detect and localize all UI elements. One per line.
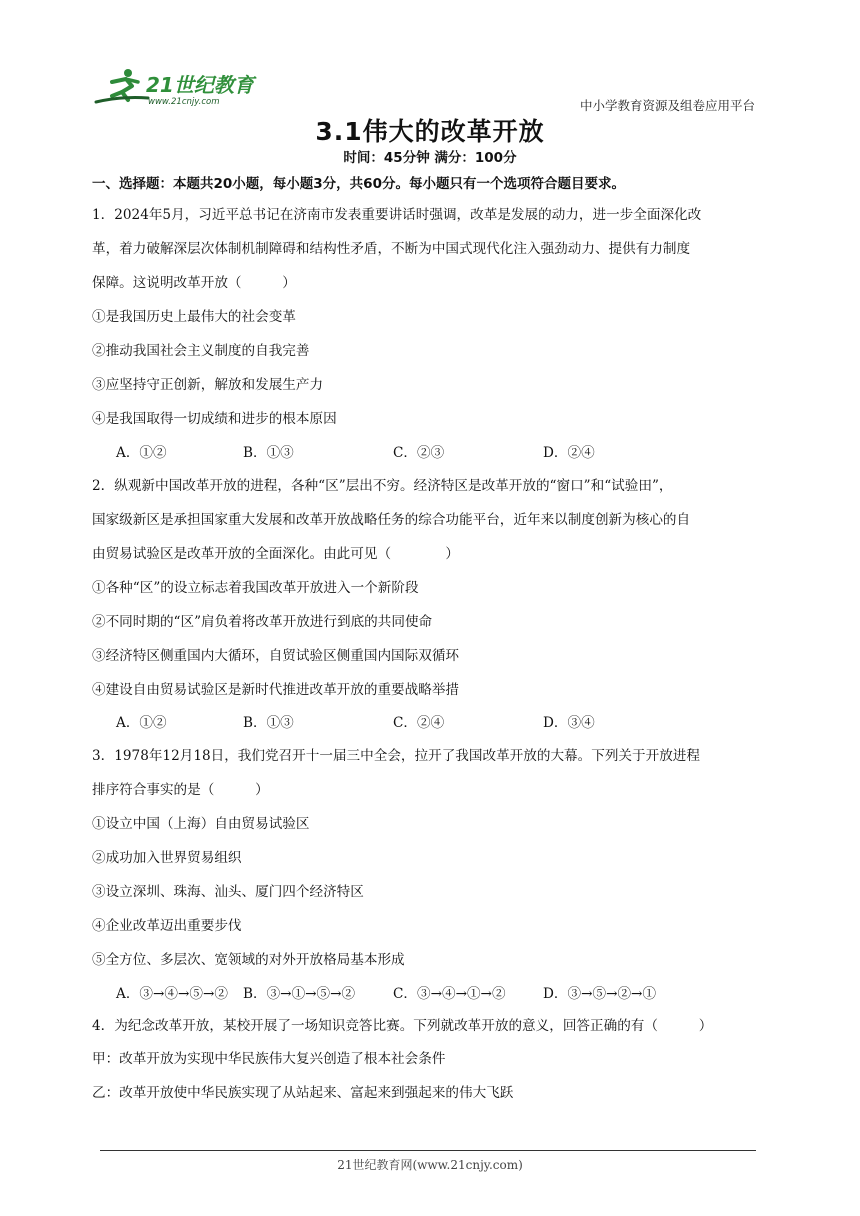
q2-item: ④建设自由贸易试验区是新时代推进改革开放的重要战略举措 — [92, 682, 460, 698]
q3-option-c[interactable]: C．③→④→①→② — [393, 986, 506, 1002]
svg-text:www.21cnjy.com: www.21cnjy.com — [148, 97, 220, 107]
q1-item: ②推动我国社会主义制度的自我完善 — [92, 343, 310, 359]
section-heading: 一、选择题：本题共20小题，每小题3分，共60分。每小题只有一个选项符合题目要求。 — [92, 176, 625, 192]
q1-option-b[interactable]: B．①③ — [243, 445, 294, 461]
runner-logo-icon — [92, 66, 262, 110]
q1-option-a[interactable]: A．①② — [116, 445, 167, 461]
q2-option-a[interactable]: A．①② — [116, 715, 167, 731]
q2-item: ②不同时期的“区”肩负着将改革开放进行到底的共同使命 — [92, 614, 433, 630]
q1-item: ①是我国历史上最伟大的社会变革 — [92, 309, 296, 325]
q1-item: ④是我国取得一切成绩和进步的根本原因 — [92, 411, 337, 427]
q3-item: ④企业改革迈出重要步伐 — [92, 918, 242, 934]
q1-stem-line: 1．2024年5月，习近平总书记在济南市发表重要讲话时强调，改革是发展的动力，进一步全面深化改 — [92, 207, 702, 223]
q2-option-c[interactable]: C．②④ — [393, 715, 445, 731]
q2-option-d[interactable]: D．③④ — [543, 715, 595, 731]
q1-option-d[interactable]: D．②④ — [543, 445, 595, 461]
q2-item: ③经济特区侧重国内大循环，自贸试验区侧重国内国际双循环 — [92, 648, 460, 664]
footer-link[interactable]: 21世纪教育网(www.21cnjy.com) — [337, 1158, 523, 1172]
q1-item: ③应坚持守正创新，解放和发展生产力 — [92, 377, 324, 393]
q2-stem-line: 国家级新区是承担国家重大发展和改革开放战略任务的综合功能平台，近年来以制度创新为核心的自 — [92, 512, 691, 528]
q3-option-d[interactable]: D．③→⑤→②→① — [543, 986, 657, 1002]
footer-divider — [100, 1150, 756, 1151]
q3-stem-line: 3．1978年12月18日，我们党召开十一届三中全会，拉开了我国改革开放的大幕。下列关于开放进程 — [92, 748, 700, 764]
q3-item: ③设立深圳、珠海、汕头、厦门四个经济特区 — [92, 884, 364, 900]
q4-stem-line: 4．为纪念改革开放，某校开展了一场知识竞答比赛。下列就改革开放的意义，回答正确的有（ ） — [92, 1018, 713, 1034]
q2-item: ①各种“区”的设立标志着我国改革开放进入一个新阶段 — [92, 580, 419, 596]
q3-stem-line: 排序符合事实的是（ ） — [92, 782, 269, 798]
q3-option-b[interactable]: B．③→①→⑤→② — [243, 986, 356, 1002]
svg-text:21世纪教育: 21世纪教育 — [146, 73, 254, 97]
page-title: 3.1伟大的改革开放 — [315, 117, 545, 146]
q2-stem-line: 由贸易试验区是改革开放的全面深化。由此可见（ ） — [92, 546, 460, 562]
q4-item: 甲：改革开放为实现中华民族伟大复兴创造了根本社会条件 — [92, 1051, 446, 1067]
q4-item: 乙：改革开放使中华民族实现了从站起来、富起来到强起来的伟大飞跃 — [92, 1085, 514, 1101]
q3-item: ②成功加入世界贸易组织 — [92, 850, 242, 866]
q3-item: ①设立中国（上海）自由贸易试验区 — [92, 816, 310, 832]
exam-meta: 时间：45分钟 满分：100分 — [343, 150, 517, 166]
q2-option-b[interactable]: B．①③ — [243, 715, 294, 731]
brand-logo — [92, 66, 262, 110]
q1-stem-line: 革，着力破解深层次体制机制障碍和结构性矛盾，不断为中国式现代化注入强劲动力、提供有力制度 — [92, 241, 691, 257]
q1-stem-line: 保障。这说明改革开放（ ） — [92, 275, 296, 291]
q2-stem-line: 2．纵观新中国改革开放的进程，各种“区”层出不穷。经济特区是改革开放的“窗口”和“试验田”， — [92, 478, 673, 494]
q3-item: ⑤全方位、多层次、宽领域的对外开放格局基本形成 — [92, 952, 405, 968]
platform-label: 中小学教育资源及组卷应用平台 — [580, 98, 756, 113]
q1-option-c[interactable]: C．②③ — [393, 445, 445, 461]
q3-option-a[interactable]: A．③→④→⑤→② — [116, 986, 228, 1002]
